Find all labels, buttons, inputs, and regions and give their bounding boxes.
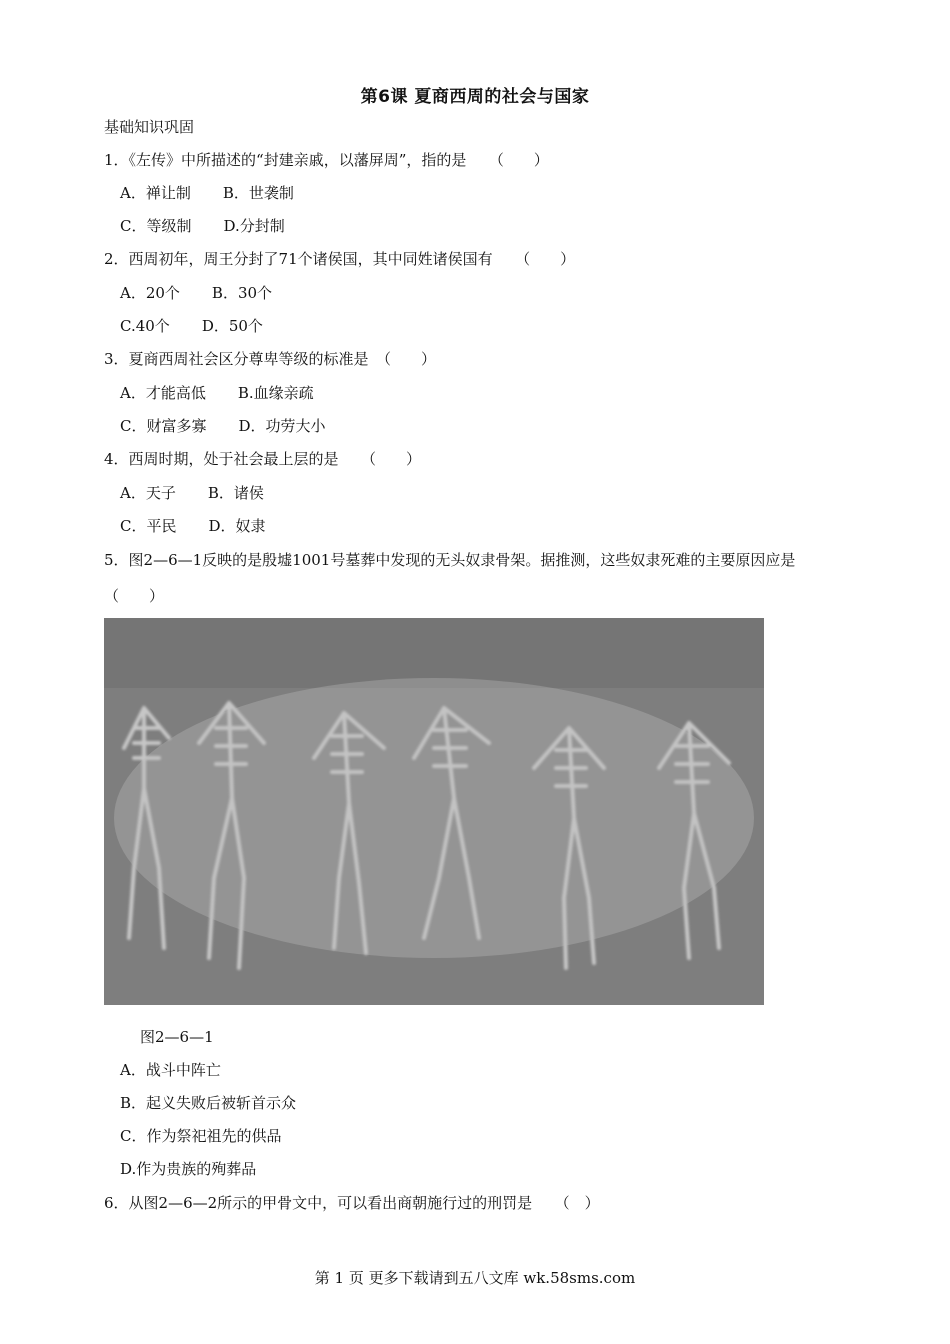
question-5-paren: （ ）	[104, 587, 165, 605]
option-b: B.血缘亲疏	[237, 384, 314, 402]
question-5-option-c: C．作为祭祀祖先的供品	[120, 1127, 282, 1145]
question-1-stem: 1．《左传》中所描述的“封建亲戚，以藩屏周”，指的是 （ ）	[104, 151, 549, 169]
option-c: C．平民	[120, 517, 177, 535]
question-5-option-d: D.作为贵族的殉葬品	[120, 1160, 257, 1178]
option-d: D．50个	[201, 317, 263, 335]
skeleton-photo	[104, 618, 764, 1005]
question-4-stem: 4．西周时期，处于社会最上层的是 （ ）	[104, 450, 422, 468]
question-5-option-b: B．起义失败后被斩首示众	[120, 1094, 297, 1112]
question-5-option-a: A．战斗中阵亡	[120, 1061, 221, 1079]
question-2-options-row-1	[120, 283, 272, 303]
option-b: B．世袭制	[222, 184, 294, 202]
section-heading: 基础知识巩固	[104, 118, 195, 136]
option-a: A．天子	[120, 484, 176, 502]
question-6-stem: 6．从图2—6—2所示的甲骨文中，可以看出商朝施行过的刑罚是 （ ）	[104, 1194, 600, 1212]
page-title: 第6课 夏商西周的社会与国家	[360, 87, 590, 107]
question-2-stem: 2．西周初年，周王分封了71个诸侯国，其中同姓诸侯国有 （ ）	[104, 250, 576, 268]
option-b: B．30个	[211, 284, 273, 302]
question-2-options-row-2	[120, 316, 263, 336]
figure-caption: 图2—6—1	[140, 1028, 214, 1046]
question-4-options-row-2	[120, 516, 266, 536]
option-d: D．功劳大小	[238, 417, 326, 435]
question-3-options-row-1	[120, 383, 314, 403]
option-c: C.40个	[120, 317, 170, 335]
option-d: D.分封制	[223, 217, 285, 235]
question-4-options-row-1	[120, 483, 264, 503]
option-c: C．财富多寡	[120, 417, 207, 435]
option-c: C．等级制	[120, 217, 192, 235]
question-1-options-row-2	[120, 216, 285, 236]
question-3-options-row-2	[120, 416, 326, 436]
option-b: B．诸侯	[207, 484, 264, 502]
option-a: A．禅让制	[120, 184, 191, 202]
page-footer: 第 1 页 更多下载请到五八文库 wk.58sms.com	[314, 1269, 636, 1287]
question-1-options-row-1	[120, 183, 294, 203]
option-a: A．20个	[120, 284, 180, 302]
question-5-stem: 5．图2—6—1反映的是殷墟1001号墓葬中发现的无头奴隶骨架。据推测，这些奴隶死难的主要原因应是	[104, 551, 796, 569]
question-3-stem: 3．夏商西周社会区分尊卑等级的标准是 （ ）	[104, 350, 437, 368]
option-a: A．才能高低	[120, 384, 206, 402]
option-d: D．奴隶	[208, 517, 266, 535]
headless-skeletons-image	[104, 618, 764, 1005]
